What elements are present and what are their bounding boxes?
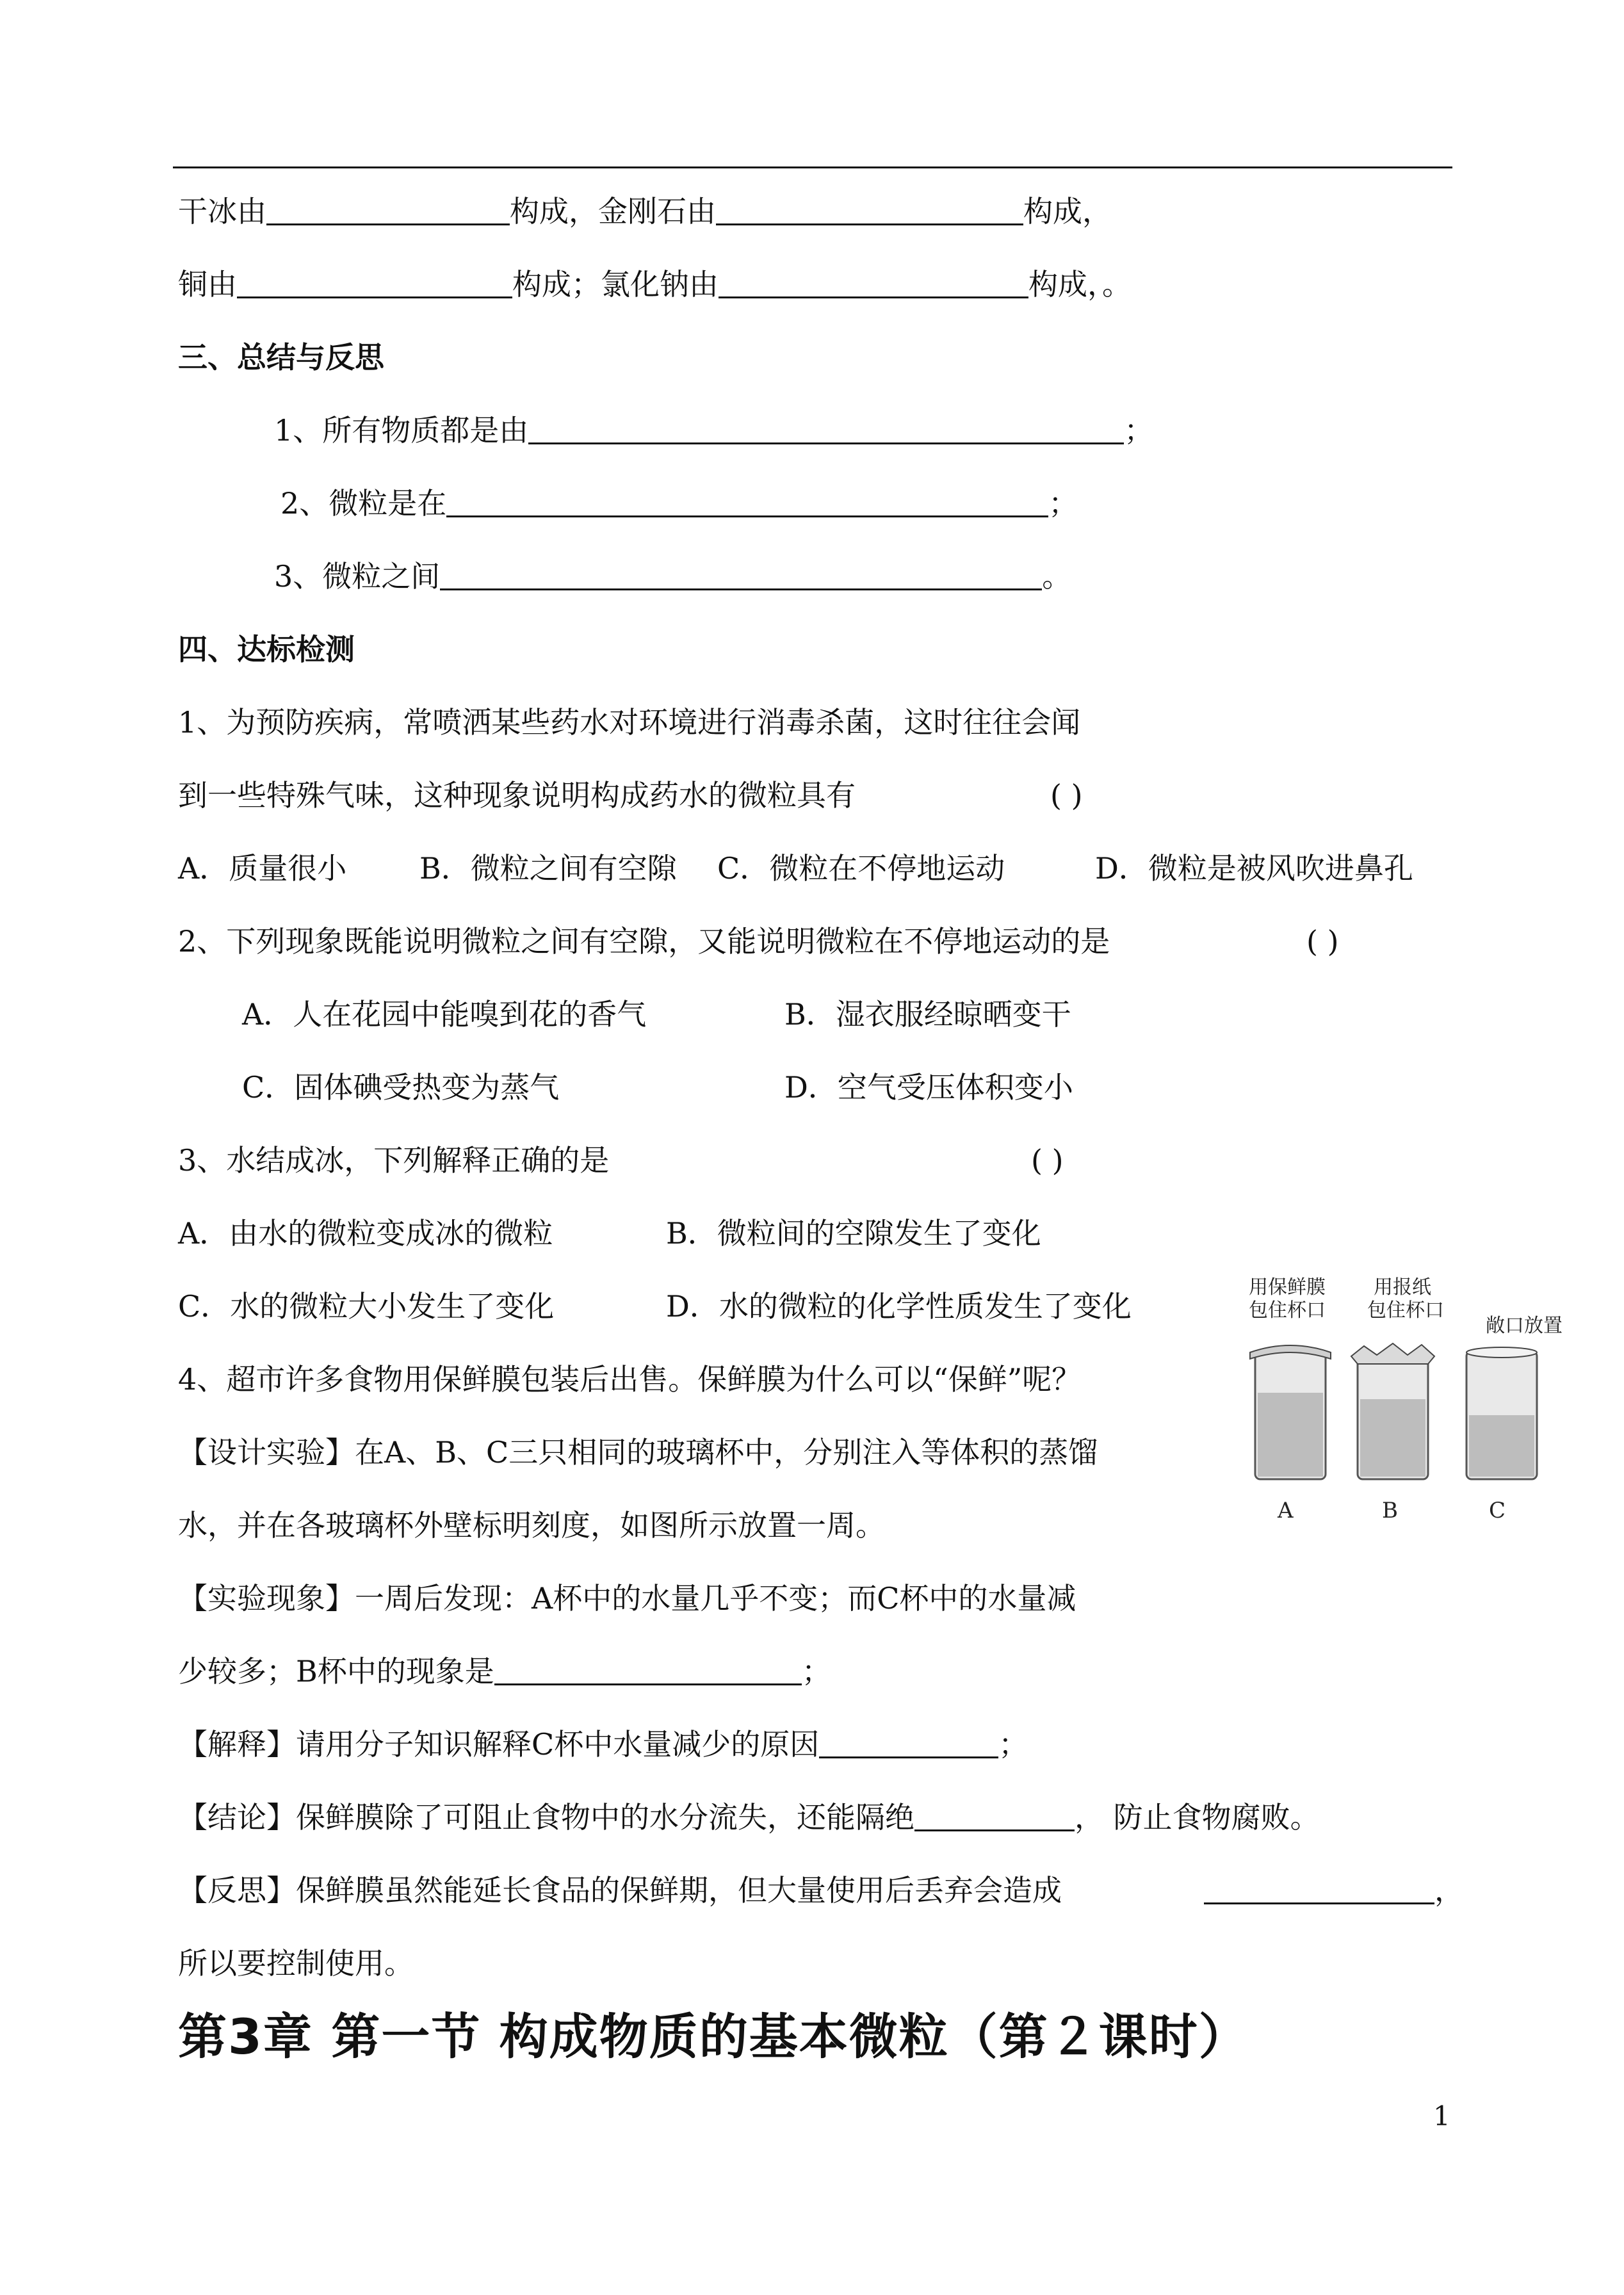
q4-reflection [178,1871,1062,1910]
q2-option-a[interactable]: A．人在花园中能嗅到花的香气 [242,997,647,1032]
text: 少较多；B杯中的现象是 [178,1654,494,1689]
summary-item-1 [274,411,1153,450]
blank[interactable] [440,559,1042,590]
blank[interactable] [719,267,1028,298]
text: ； [998,1727,1028,1762]
text: 干冰由 [178,194,266,229]
text: 构成；氯化钠由 [512,267,719,302]
blank[interactable] [1204,1873,1434,1904]
text: 2、微粒是在 [280,486,447,521]
q4-explain [178,1725,1028,1764]
q4-design-line-1: 【设计实验】在A、B、C三只相同的玻璃杯中，分别注入等体积的蒸馏 [178,1435,1098,1470]
text: 构成，金刚石由 [510,194,716,229]
label-cup-b-line-1: 用报纸 [1374,1276,1431,1299]
q2-option-d[interactable]: D．空气受压体积变小 [784,1070,1073,1105]
text: 构成，。 [1028,267,1132,302]
q4-observation-line-1: 【实验现象】一周后发现：A杯中的水量几乎不变；而C杯中的水量减 [178,1581,1076,1616]
label-cup-a-line-2: 包住杯口 [1249,1299,1326,1322]
text: 【反思】保鲜膜虽然能延长食品的保鲜期，但大量使用后丢弃会造成 [178,1873,1062,1908]
q1-option-b[interactable]: B．微粒之间有空隙 [419,851,677,886]
blank[interactable] [528,413,1124,444]
text: 3、微粒之间 [274,559,441,594]
q1-line-1: 1、为预防疾病，常喷洒某些药水对环境进行消毒杀菌，这时往往会闻 [178,705,1081,740]
cup-a-letter: A [1278,1498,1294,1523]
fill-line-dry-ice [178,192,1112,231]
text: 【解释】请用分子知识解释C杯中水量减少的原因 [178,1727,820,1762]
q1-option-d[interactable]: D．微粒是被风吹进鼻孔 [1095,851,1413,886]
label-cup-a-line-1: 用保鲜膜 [1249,1276,1326,1299]
q4-observation-line-2 [178,1652,831,1691]
q4-stem: 4、超市许多食物用保鲜膜包装后出售。保鲜膜为什么可以“保鲜”呢？ [178,1362,1082,1397]
q3-stem: 3、水结成冰，下列解释正确的是 [178,1143,610,1178]
section-heading-summary: 三、总结与反思 [178,340,384,375]
cups-figure [1236,1274,1595,1543]
label-cup-b-line-2: 包住杯口 [1367,1299,1444,1322]
cup-c-icon [1466,1347,1537,1479]
fill-line-copper [178,265,1132,304]
blank[interactable] [446,486,1048,517]
q1-option-a[interactable]: A．质量很小 [178,851,347,886]
text: 【结论】保鲜膜除了可阻止食物中的水分流失，还能隔绝 [178,1800,914,1835]
page-number: 1 [1433,2100,1450,2132]
text: 。 [1042,559,1072,594]
q3-answer-paren[interactable]: ( ) [1031,1143,1064,1178]
header-rule [173,166,1452,168]
text: 1、所有物质都是由 [274,413,529,448]
text: ， 防止食物腐败。 [1075,1800,1320,1835]
q2-option-b[interactable]: B．湿衣服经晾晒变干 [784,997,1071,1032]
section-heading-test: 四、达标检测 [178,632,355,667]
q3-option-d[interactable]: D．水的微粒的化学性质发生了变化 [666,1289,1132,1324]
chapter-title: 第3章 第一节 构成物质的基本微粒（第２课时） [178,2008,1249,2065]
q1-option-c[interactable]: C．微粒在不停地运动 [717,851,1005,886]
q4-reflection-blank [1204,1871,1464,1910]
q4-design-line-2: 水，并在各玻璃杯外壁标明刻度，如图所示放置一周。 [178,1508,885,1543]
text: ， [1434,1873,1464,1908]
q3-option-a[interactable]: A．由水的微粒变成冰的微粒 [178,1216,553,1251]
q4-reflection-line-2: 所以要控制使用。 [178,1946,414,1981]
blank[interactable] [716,194,1023,225]
text: 到一些特殊气味，这种现象说明构成药水的微粒具有 [178,778,856,813]
q1-line-2 [178,776,856,815]
text: ； [1124,413,1154,448]
summary-item-3 [274,557,1071,596]
cup-a-icon [1250,1345,1331,1479]
q2-stem: 2、下列现象既能说明微粒之间有空隙，又能说明微粒在不停地运动的是 [178,924,1110,959]
q4-conclusion [178,1798,1320,1837]
q2-answer-paren[interactable]: ( ) [1306,924,1339,959]
text: 构成， [1023,194,1112,229]
label-cup-c: 敞口放置 [1486,1315,1563,1337]
q3-option-c[interactable]: C．水的微粒大小发生了变化 [178,1289,555,1324]
text: 铜由 [178,267,237,302]
blank[interactable] [237,267,512,298]
blank[interactable] [494,1654,802,1685]
q3-option-b[interactable]: B．微粒间的空隙发生了变化 [666,1216,1041,1251]
summary-item-2 [280,484,1078,523]
blank[interactable] [914,1800,1075,1831]
text: ； [1048,486,1078,521]
cup-b-icon [1351,1343,1434,1479]
blank[interactable] [266,194,510,225]
text: ； [801,1654,831,1689]
cup-c-letter: C [1489,1498,1506,1523]
q1-answer-paren[interactable]: ( ) [1050,778,1083,813]
q2-option-c[interactable]: C．固体碘受热变为蒸气 [242,1070,560,1105]
cup-b-letter: B [1382,1498,1398,1523]
blank[interactable] [819,1727,998,1758]
